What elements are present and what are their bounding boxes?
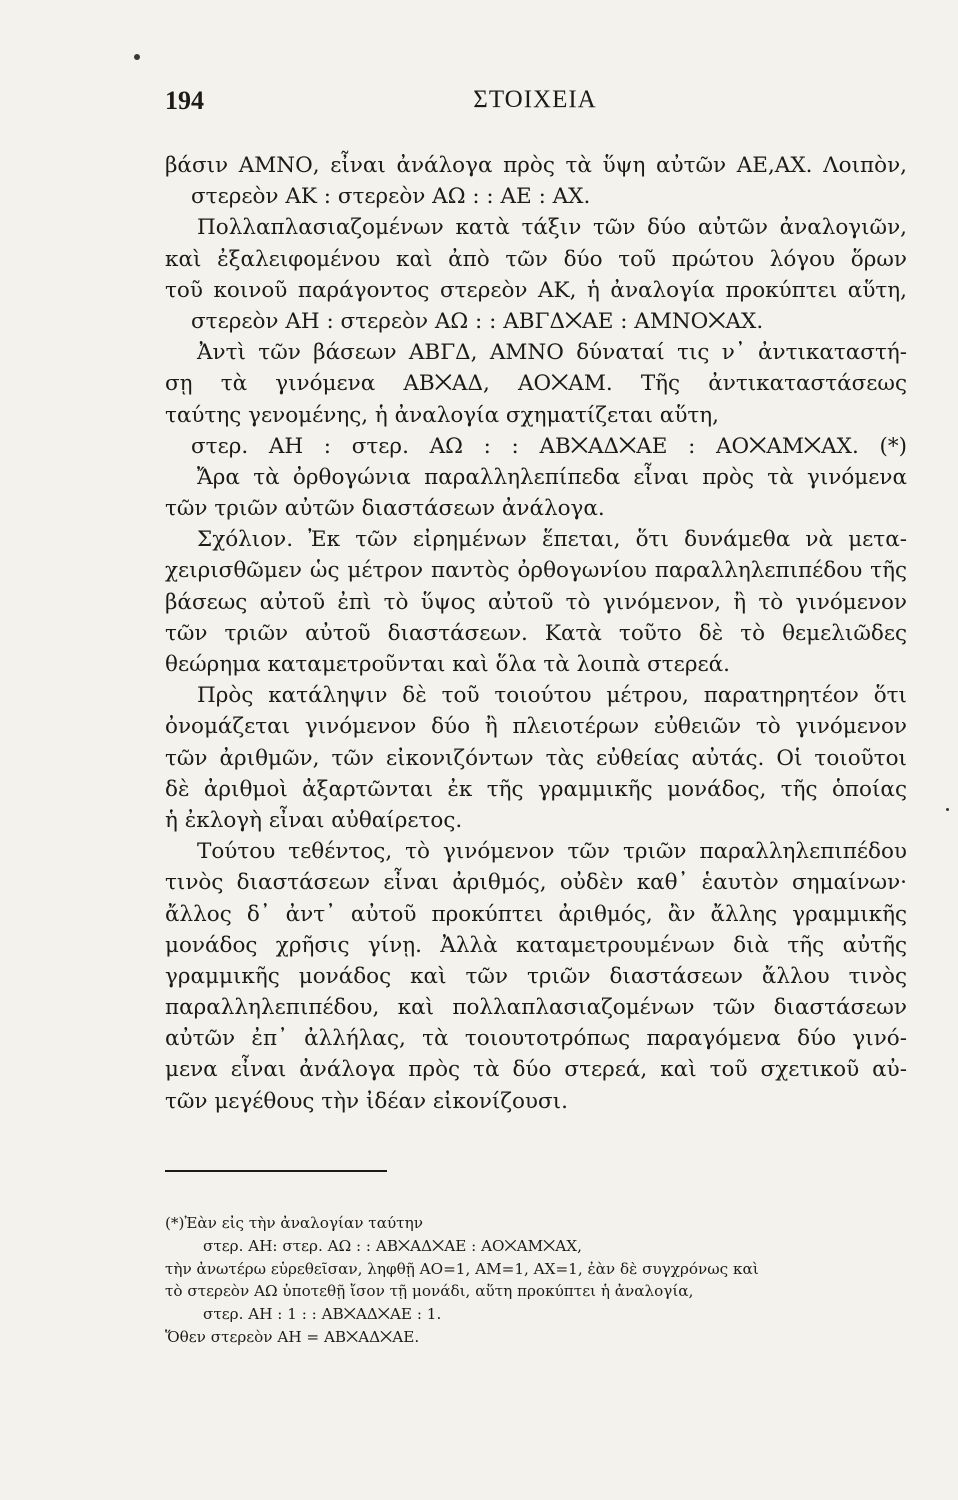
text-line: στερ. ΑΗ : στερ. ΑΩ : : ΑΒ⨉ΑΔ⨉ΑΕ : ΑΟ⨉ΑΜ⨉ΑΧ. (*) (191, 433, 907, 459)
text-line: ἡ ἐκλογὴ εἶναι αὐθαίρετος. (165, 807, 463, 833)
text-line: μενα εἶναι ἀνάλογα πρὸς τὰ δύο στερεά, καὶ τοῦ σχετικοῦ αὐ- (165, 1057, 907, 1083)
page-number: 194 (165, 86, 204, 115)
text-line: τῶν τριῶν αὐτοῦ διαστάσεων. Κατὰ τοῦτο δὲ τὸ θεμελιῶδες (165, 620, 907, 646)
page-header (165, 86, 905, 126)
ink-speck (946, 808, 949, 811)
text-line: δὲ ἀριθμοὶ ἀξαρτῶνται ἐκ τῆς γραμμικῆς μονάδος, τῆς ὁποίας (165, 776, 907, 802)
text-line: παραλληλεπιπέδου, καὶ πολλαπλασιαζομένων τῶν διαστάσεων (165, 995, 907, 1021)
text-line: Πρὸς κατάληψιν δὲ τοῦ τοιούτου μέτρου, παρατηρητέον ὅτι (197, 683, 907, 709)
text-line: Πολλαπλασιαζομένων κατὰ τάξιν τῶν δύο αὐτῶν ἀναλογιῶν, (197, 215, 907, 241)
text-line: ταύτης γενομένης, ἡ ἀναλογία σχηματίζεται αὕτη, (165, 402, 720, 428)
text-line: θεώρημα καταμετροῦνται καὶ ὅλα τὰ λοιπὰ στερεά. (165, 652, 730, 677)
text-line: στερεὸν ΑΚ : στερεὸν ΑΩ : : ΑΕ : ΑΧ. (191, 184, 591, 210)
text-line: αὐτῶν ἐπ᾿ ἀλλήλας, τὰ τοιουτοτρόπως παραγόμενα δύο γινό- (165, 1026, 907, 1052)
text-line: καὶ ἐξαλειφομένου καὶ ἀπὸ τῶν δύο τοῦ πρώτου λόγου ὅρων (165, 246, 907, 272)
text-line: τοῦ κοινοῦ παράγοντος στερεὸν ΑΚ, ἡ ἀναλογία προκύπτει αὕτη, (165, 277, 907, 303)
text-line: ὀνομάζεται γινόμενον δύο ἢ πλειοτέρων εὐθειῶν τὸ γινόμενον (165, 714, 907, 740)
text-line: χειρισθῶμεν ὡς μέτρον παντὸς ὀρθογωνίου παραλληλεπιπέδου τῆς (165, 558, 907, 584)
text-line: σῃ τὰ γινόμενα ΑΒ⨉ΑΔ, ΑΟ⨉ΑΜ. Τῆς ἀντικαταστάσεως (165, 371, 907, 397)
text-line: βάσεως αὐτοῦ ἐπὶ τὸ ὕψος αὐτοῦ τὸ γινόμενον, ἢ τὸ γινόμενον (165, 589, 907, 615)
text-line: Τούτου τεθέντος, τὸ γινόμενον τῶν τριῶν παραλληλεπιπέδου (197, 839, 907, 865)
footnote-line: τὸ στερεὸν ΑΩ ὑποτεθῇ ἴσον τῇ μονάδι, αὕτη προκύπτει ἡ ἀναλογία, (165, 1282, 694, 1301)
footnote-line: Ὅθεν στερεὸν ΑΗ = ΑΒ⨉ΑΔ⨉ΑΕ. (165, 1327, 420, 1346)
footnote-line: (*)Ἐὰν εἰς τὴν ἀναλογίαν ταύτην (165, 1214, 423, 1232)
footnote-line: στερ. ΑΗ : 1 : : ΑΒ⨉ΑΔ⨉ΑΕ : 1. (203, 1305, 442, 1324)
body-text (165, 150, 907, 1117)
text-line: τῶν μεγέθους τὴν ἰδέαν εἰκονίζουσι. (165, 1088, 568, 1114)
footnote-line: στερ. ΑΗ: στερ. ΑΩ : : ΑΒ⨉ΑΔ⨉ΑΕ : ΑΟ⨉ΑΜ⨉ΑΧ, (203, 1236, 582, 1255)
footnote-line: τὴν ἀνωτέρω εὑρεθεῖσαν, ληφθῇ ΑΟ=1, ΑΜ=1, ΑΧ=1, ἐὰν δὲ συγχρόνως καὶ (165, 1259, 759, 1278)
text-line: μονάδος χρῆσις γίνῃ. Ἀλλὰ καταμετρουμένων διὰ τῆς αὐτῆς (165, 932, 907, 958)
text-line: Ἀντὶ τῶν βάσεων ΑΒΓΔ, ΑΜΝΟ δύναταί τις ν᾿ ἀντικαταστή- (197, 340, 907, 366)
text-line: Ἄρα τὰ ὀρθογώνια παραλληλεπίπεδα εἶναι πρὸς τὰ γινόμενα (197, 464, 907, 490)
text-line: τῶν ἀριθμῶν, τῶν εἰκονιζόντων τὰς εὐθείας αὐτάς. Οἱ τοιοῦτοι (165, 745, 907, 771)
text-line: τῶν τριῶν αὐτῶν διαστάσεων ἀνάλογα. (165, 496, 605, 522)
footnote (165, 1212, 907, 1349)
text-line: βάσιν ΑΜΝΟ, εἶναι ἀνάλογα πρὸς τὰ ὕψη αὐτῶν ΑΕ,ΑΧ. Λοιπὸν, (165, 153, 907, 178)
text-line: τινὸς διαστάσεων εἶναι ἀριθμός, οὐδὲν καθ᾿ ἑαυτὸν σημαίνων· (165, 870, 907, 896)
ink-speck (134, 54, 140, 60)
text-line: γραμμικῆς μονάδος καὶ τῶν τριῶν διαστάσεων ἄλλου τινὸς (165, 963, 907, 989)
running-title: ΣΤΟΙΧΕΙΑ (473, 86, 597, 113)
text-line: Σχόλιον. Ἐκ τῶν εἰρημένων ἕπεται, ὅτι δυνάμεθα νὰ μετα- (197, 527, 907, 553)
text-line: ἄλλος δ᾿ ἀντ᾿ αὐτοῦ προκύπτει ἀριθμός, ἂν ἄλλης γραμμικῆς (165, 901, 907, 927)
footnote-rule (165, 1170, 387, 1172)
text-line: στερεὸν ΑΗ : στερεὸν ΑΩ : : ΑΒΓΔ⨉ΑΕ : ΑΜΝΟ⨉ΑΧ. (191, 308, 764, 334)
